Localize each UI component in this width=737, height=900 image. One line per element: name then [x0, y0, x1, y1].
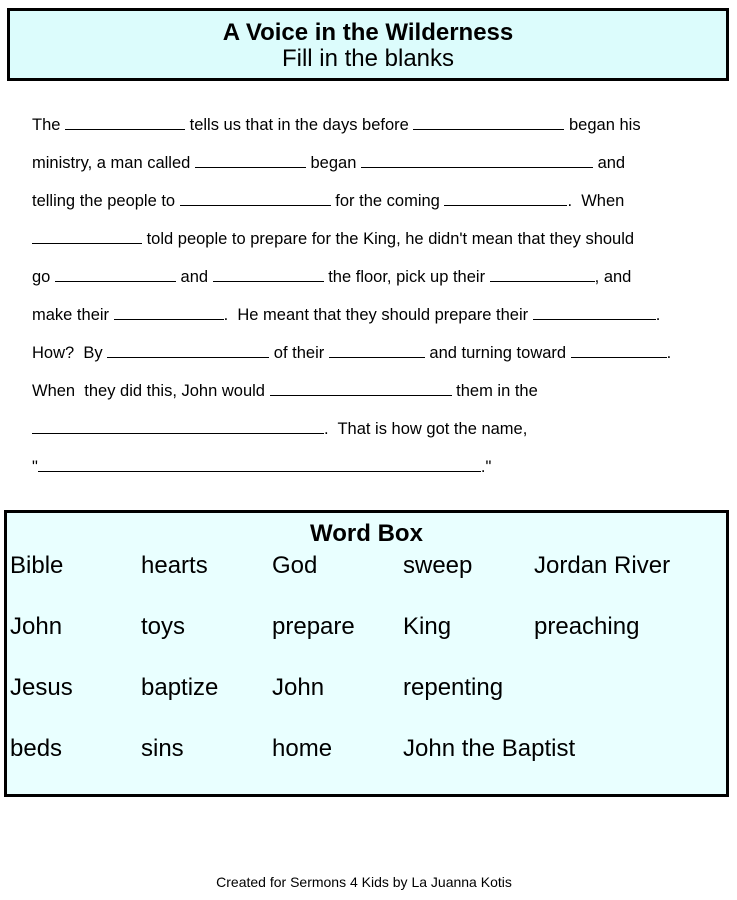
passage-text: began	[305, 154, 361, 172]
answer-blank	[444, 191, 567, 206]
word-box-word: home	[272, 735, 333, 762]
passage-text: .	[655, 306, 661, 324]
answer-blank	[180, 191, 331, 206]
word-box	[4, 510, 729, 797]
passage-text: them in the	[451, 382, 538, 400]
answer-blank	[55, 267, 176, 282]
answer-blank	[38, 457, 481, 472]
passage-text: . When	[567, 192, 625, 210]
word-box-title: Word Box	[310, 520, 423, 547]
answer-blank	[571, 343, 667, 358]
fill-in-passage	[32, 106, 722, 486]
passage-text: began his	[564, 116, 641, 134]
word-row	[10, 549, 670, 610]
passage-text: ."	[480, 458, 492, 476]
passage-text: telling the people to	[32, 192, 180, 210]
word-box-word: baptize	[141, 674, 219, 701]
passage-text: of their	[269, 344, 329, 362]
passage-text: .	[666, 344, 672, 362]
passage-line	[32, 334, 722, 372]
word-box-word: King	[403, 613, 452, 640]
footer-credit: Created for Sermons 4 Kids by La Juanna Kotis	[216, 874, 512, 890]
passage-text: The	[32, 116, 66, 134]
passage-text: tells us that in the days before	[185, 116, 414, 134]
answer-blank	[107, 343, 269, 358]
word-box-word: toys	[141, 613, 186, 640]
answer-blank	[270, 381, 452, 396]
answer-blank	[413, 115, 564, 130]
passage-text: for the coming	[330, 192, 445, 210]
passage-line	[32, 144, 722, 182]
word-box-word: hearts	[141, 552, 208, 579]
passage-text: and	[175, 268, 213, 286]
word-row	[10, 610, 670, 671]
answer-blank	[114, 305, 224, 320]
answer-blank	[329, 343, 425, 358]
word-box-word: Jordan River	[534, 552, 671, 579]
title-box	[7, 8, 729, 81]
passage-text: . That is how got the name,	[324, 420, 528, 438]
word-row	[10, 671, 670, 732]
passage-text: , and	[594, 268, 632, 286]
worksheet-title: A Voice in the Wilderness	[222, 19, 514, 46]
passage-line	[32, 372, 722, 410]
answer-blank	[32, 229, 142, 244]
passage-line	[32, 106, 722, 144]
passage-text: ministry, a man called	[32, 154, 195, 172]
passage-text: go	[32, 268, 55, 286]
word-box-word: Jesus	[10, 674, 73, 701]
answer-blank	[490, 267, 595, 282]
answer-blank	[195, 153, 306, 168]
answer-blank	[65, 115, 185, 130]
passage-line	[32, 410, 722, 448]
word-box-word: God	[272, 552, 318, 579]
word-box-word: sins	[141, 735, 184, 762]
passage-line	[32, 182, 722, 220]
passage-text: make their	[32, 306, 114, 324]
word-box-word: preaching	[534, 613, 640, 640]
word-box-word: repenting	[403, 674, 504, 701]
word-box-word: Bible	[10, 552, 64, 579]
passage-line	[32, 296, 722, 334]
word-row	[10, 732, 670, 793]
worksheet-subtitle: Fill in the blanks	[281, 45, 455, 72]
word-box-word: prepare	[272, 613, 355, 640]
word-grid	[10, 549, 670, 793]
passage-text: . He meant that they should prepare their	[223, 306, 533, 324]
passage-line	[32, 220, 722, 258]
passage-text: the floor, pick up their	[323, 268, 490, 286]
answer-blank	[213, 267, 324, 282]
word-box-word: beds	[10, 735, 63, 762]
passage-text: and	[592, 154, 626, 172]
passage-text: When they did this, John would	[32, 382, 270, 400]
word-box-word: John	[10, 613, 63, 640]
passage-text: How? By	[32, 344, 108, 362]
passage-text: told people to prepare for the King, he didn't mean that they should	[142, 230, 635, 248]
answer-blank	[361, 153, 593, 168]
passage-line	[32, 258, 722, 296]
answer-blank	[32, 419, 324, 434]
word-box-word: John the Baptist	[403, 735, 576, 762]
passage-text: and turning toward	[424, 344, 571, 362]
answer-blank	[533, 305, 656, 320]
word-box-word: John	[272, 674, 325, 701]
passage-text: "	[32, 458, 38, 476]
passage-line	[32, 448, 722, 486]
word-box-word: sweep	[403, 552, 473, 579]
